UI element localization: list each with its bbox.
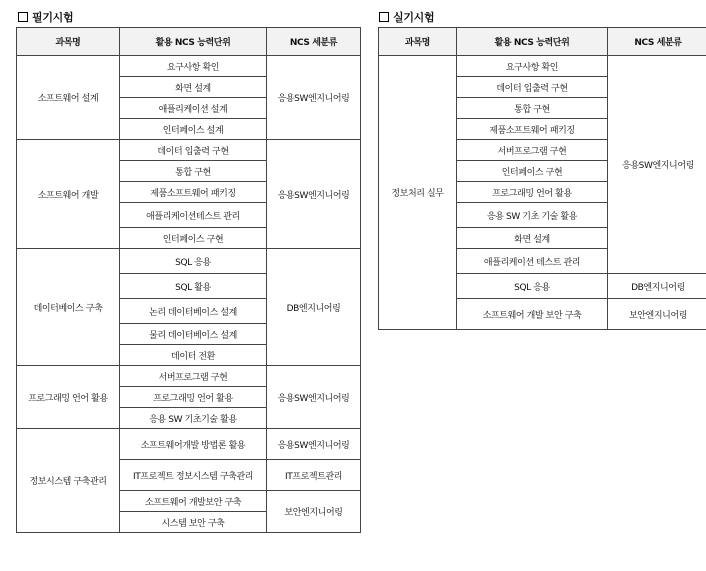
ncs-unit-cell: 응용 SW 기초 기술 활용: [457, 203, 608, 228]
ncs-unit-cell: 데이터 입출력 구현: [457, 77, 608, 98]
ncs-unit-header: 활용 NCS 능력단위: [120, 28, 267, 56]
ncs-unit-cell: 제품소프트웨어 패키징: [457, 119, 608, 140]
ncs-unit-cell: 통합 구현: [120, 161, 267, 182]
ncs-unit-cell: 애플리케이션테스트 관리: [120, 203, 267, 228]
ncs-unit-cell: 시스템 보안 구축: [120, 512, 267, 533]
ncs-unit-cell: 물리 데이터베이스 설계: [120, 324, 267, 345]
subject-cell: 데이터베이스 구축: [17, 249, 120, 366]
header-row: [17, 28, 361, 56]
subject-cell: 프로그래밍 언어 활용: [17, 366, 120, 429]
ncs-unit-cell: 제품소프트웨어 패키징: [120, 182, 267, 203]
ncs-unit-cell: 화면 설계: [457, 228, 608, 249]
ncs-unit-cell: 프로그래밍 언어 활용: [457, 182, 608, 203]
square-bullet-icon: [379, 12, 389, 22]
ncs-unit-cell: SQL 응용: [457, 274, 608, 299]
table-row: [17, 429, 361, 460]
ncs-unit-cell: 애플리케이션 테스트 관리: [457, 249, 608, 274]
square-bullet-icon: [18, 12, 28, 22]
ncs-unit-cell: 프로그래밍 언어 활용: [120, 387, 267, 408]
ncs-unit-cell: 소프트웨어개발 방법론 활용: [120, 429, 267, 460]
written-exam-title: 필기시험: [18, 9, 73, 25]
table-row: [17, 366, 361, 387]
ncs-unit-cell: 화면 설계: [120, 77, 267, 98]
ncs-category-cell: DB엔지니어링: [267, 249, 361, 366]
ncs-unit-cell: 응용 SW 기초기술 활용: [120, 408, 267, 429]
ncs-unit-cell: 요구사항 확인: [457, 56, 608, 77]
ncs-unit-cell: 서버프로그램 구현: [120, 366, 267, 387]
subject-cell: 소프트웨어 개발: [17, 140, 120, 249]
ncs-category-cell: 응용SW엔지니어링: [267, 429, 361, 460]
header-row: [379, 28, 706, 56]
ncs-unit-cell: 인터페이스 구현: [457, 161, 608, 182]
ncs-unit-cell: 인터페이스 구현: [120, 228, 267, 249]
ncs-unit-cell: 서버프로그램 구현: [457, 140, 608, 161]
ncs-unit-header: 활용 NCS 능력단위: [457, 28, 608, 56]
ncs-category-cell: 응용SW엔지니어링: [267, 56, 361, 140]
ncs-category-cell: 응용SW엔지니어링: [267, 140, 361, 249]
ncs-unit-cell: SQL 활용: [120, 274, 267, 299]
ncs-unit-cell: 애플리케이션 설계: [120, 98, 267, 119]
ncs-unit-cell: 소프트웨어 개발보안 구축: [120, 491, 267, 512]
ncs-unit-cell: 논리 데이터베이스 설계: [120, 299, 267, 324]
ncs-category-cell: 보안엔지니어링: [608, 299, 706, 330]
practical-exam-table: [378, 27, 706, 330]
ncs-category-cell: 응용SW엔지니어링: [267, 366, 361, 429]
subject-header: 과목명: [379, 28, 457, 56]
ncs-category-cell: 보안엔지니어링: [267, 491, 361, 533]
ncs-unit-cell: 인터페이스 설계: [120, 119, 267, 140]
ncs-unit-cell: 통합 구현: [457, 98, 608, 119]
subject-cell: 정보시스템 구축관리: [17, 429, 120, 533]
ncs-unit-cell: IT프로젝트 정보시스템 구축관리: [120, 460, 267, 491]
ncs-unit-cell: 소프트웨어 개발 보안 구축: [457, 299, 608, 330]
ncs-category-cell: DB엔지니어링: [608, 274, 706, 299]
table-row: [17, 140, 361, 161]
ncs-unit-cell: 요구사항 확인: [120, 56, 267, 77]
ncs-category-cell: IT프로젝트관리: [267, 460, 361, 491]
ncs-unit-cell: SQL 응용: [120, 249, 267, 274]
table-row: [379, 56, 706, 77]
ncs-category-header: NCS 세분류: [608, 28, 706, 56]
ncs-category-header: NCS 세분류: [267, 28, 361, 56]
subject-cell: 정보처리 실무: [379, 56, 457, 330]
practical-exam-title: 실기시험: [379, 9, 434, 25]
table-row: [17, 249, 361, 274]
written-exam-table: [16, 27, 361, 533]
subject-cell: 소프트웨어 설계: [17, 56, 120, 140]
table-row: [17, 56, 361, 77]
ncs-category-cell: 응용SW엔지니어링: [608, 56, 706, 274]
ncs-unit-cell: 데이터 전환: [120, 345, 267, 366]
subject-header: 과목명: [17, 28, 120, 56]
ncs-unit-cell: 데이터 입출력 구현: [120, 140, 267, 161]
